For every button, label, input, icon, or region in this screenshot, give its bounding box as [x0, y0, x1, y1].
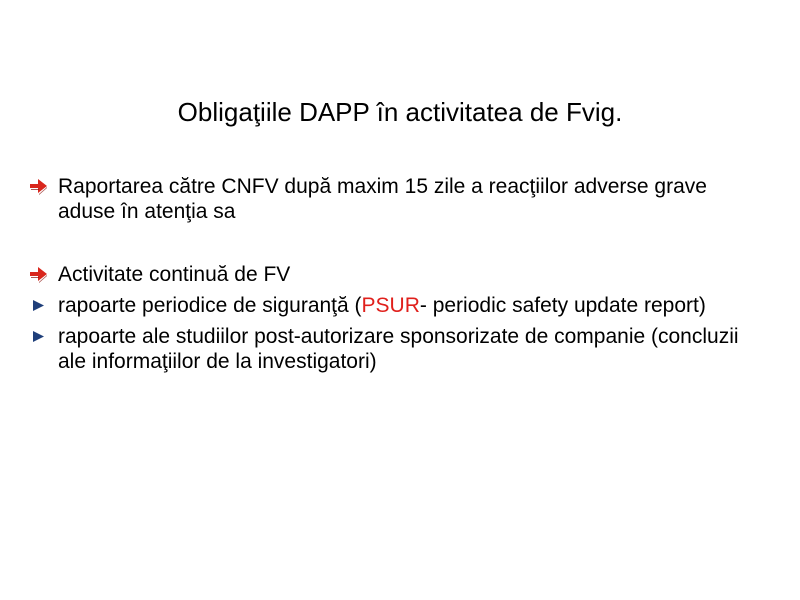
bullet-text-before: rapoarte periodice de siguranţă (	[58, 294, 362, 317]
blue-triangle-icon	[28, 325, 50, 347]
red-arrow-icon	[28, 263, 50, 285]
bullet-list	[28, 174, 768, 374]
bullet-text: Activitate continuă de FV	[58, 263, 291, 286]
bullet-item-reporting	[28, 174, 768, 224]
bullet-text: rapoarte ale studiilor post-autorizare sponsorizate de companie (concluzii ale informaţiilor de la investigatori)	[58, 325, 739, 373]
bullet-text-after: - periodic safety update report)	[419, 294, 706, 317]
bullet-item-post-authorization-studies	[28, 324, 768, 374]
bullet-text: Raportarea către CNFV după maxim 15 zile a reacţiilor adverse grave aduse în atenţia sa	[58, 175, 707, 223]
bullet-item-continuous-activity	[28, 262, 768, 287]
blue-triangle-icon	[28, 294, 50, 316]
slide-title: Obligaţiile DAPP în activitatea de Fvig.	[177, 97, 623, 127]
red-arrow-icon	[28, 175, 50, 197]
bullet-item-psur	[28, 293, 768, 318]
psur-highlight: PSUR	[361, 294, 420, 317]
